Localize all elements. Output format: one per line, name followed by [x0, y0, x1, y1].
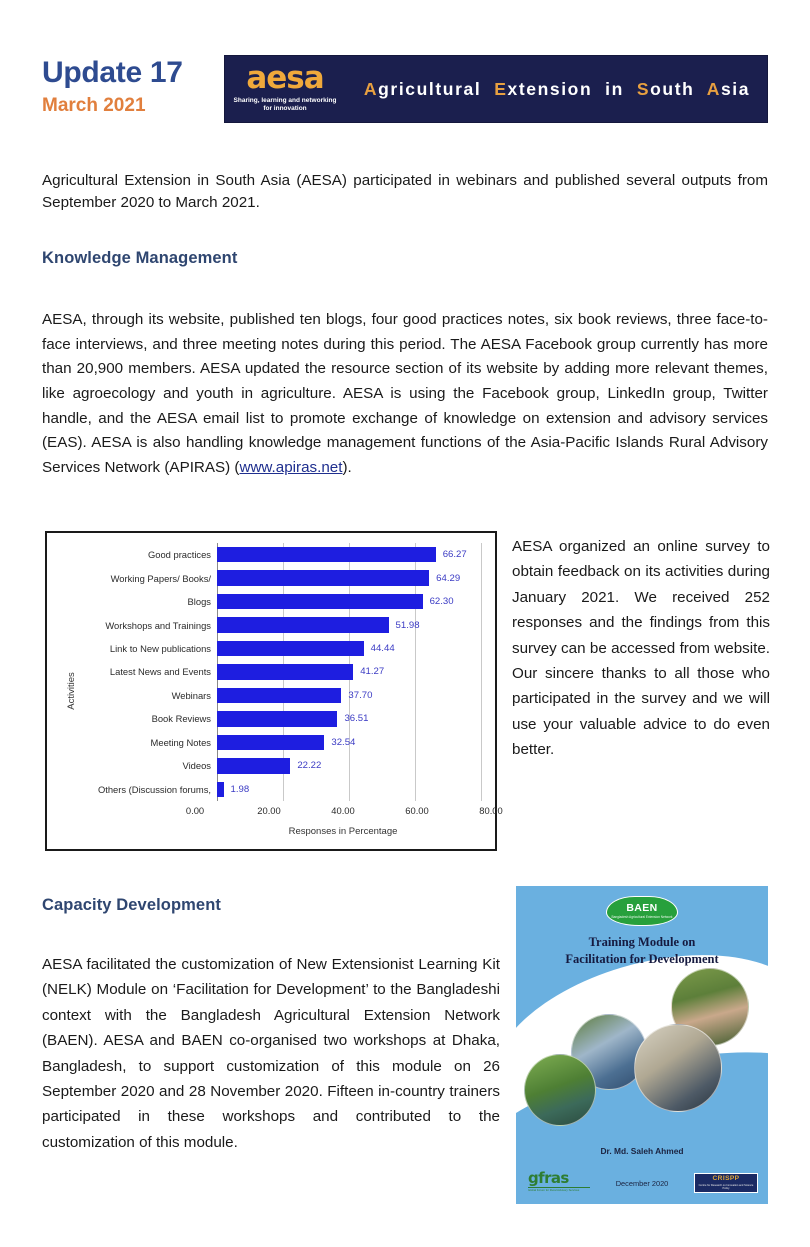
chart-category-label: Blogs [187, 596, 211, 608]
chart-bar-value: 66.27 [442, 549, 467, 561]
chart-bar-row [217, 637, 481, 660]
chart-category-row [69, 684, 217, 707]
chart-category-label: Workshops and Trainings [105, 619, 211, 631]
chart-category-labels [69, 543, 217, 801]
baen-logo [606, 896, 678, 926]
chart-category-label: Meeting Notes [150, 736, 211, 748]
masthead [42, 55, 768, 141]
chart-category-row [69, 754, 217, 777]
heading-capacity-development: Capacity Development [42, 896, 221, 914]
book-cover-footer [516, 1166, 768, 1196]
chart-bar [217, 547, 436, 562]
book-cover-title [516, 934, 768, 968]
apiras-link[interactable]: www.apiras.net [239, 458, 343, 476]
chart-bar-row [217, 731, 481, 754]
chart-bar [217, 782, 224, 797]
chart-x-tick: 60.00 [405, 805, 429, 816]
aesa-banner [224, 55, 768, 123]
chart-category-row [69, 613, 217, 636]
chart-bar-row [217, 778, 481, 801]
crispp-logo [694, 1173, 758, 1193]
chart-bar-row [217, 754, 481, 777]
heading-knowledge-management: Knowledge Management [42, 249, 238, 267]
chart-bar-value: 44.44 [370, 643, 395, 655]
chart-category-label: Book Reviews [151, 713, 211, 725]
crispp-logo-subtext: Centre for Research on Innovation and Science Policy [698, 1183, 754, 1191]
chart-bar-wrapper [217, 754, 481, 777]
km-body-text-part1: AESA, through its website, published ten blogs, four good practices notes, six book reviews, three face-to-face interviews, and three meeting notes during this period. The AESA Facebook group currently has more than 20,900 members. AESA updated the resource section of its website by adding more relevant themes, like agroecology and youth in agriculture. AESA is using the Facebook group, LinkedIn group, Twitter handle, and the AESA email list to promote exchange of knowledge on extension and advisory services (EAS). AESA is also handling knowledge management functions of the Asia-Pacific Islands Rural Advisory Services Network (APIRAS) ( [42, 311, 768, 476]
chart-bar [217, 758, 290, 773]
chart-plot-area [69, 543, 485, 801]
survey-paragraph: AESA organized an online survey to obtain feedback on its activities during January 2021. We received 252 responses and the findings from this survey can be accessed from website. Our sincere thanks to all those who participated in the survey and we will use your valuable advice to do even better. [512, 538, 770, 758]
intro-paragraph: Agricultural Extension in South Asia (AESA) participated in webinars and published several outputs from September 2020 to March 2021. [42, 172, 768, 212]
chart-category-row [69, 543, 217, 566]
book-cover-author: Dr. Md. Saleh Ahmed [600, 1146, 684, 1156]
chart-category-label: Working Papers/ Books/ [110, 572, 211, 584]
gfras-logo-text: gfras [528, 1169, 569, 1188]
chart-category-label: Webinars [171, 689, 211, 701]
chart-bar [217, 570, 429, 585]
chart-category-row [69, 660, 217, 683]
chart-inner [47, 533, 503, 849]
chart-bar-wrapper [217, 637, 481, 660]
chart-x-axis-ticks [185, 805, 503, 819]
gfras-logo-subtext: Global Forum for Rural Advisory Services [528, 1187, 590, 1192]
page-title: Update 17 [42, 56, 183, 89]
cover-photo-paddy-field [524, 1054, 596, 1126]
chart-bar-value: 36.51 [344, 713, 369, 725]
chart-category-row [69, 637, 217, 660]
chart-bar-row [217, 660, 481, 683]
chart-bar-row [217, 543, 481, 566]
chart-bar-value: 37.70 [348, 689, 373, 701]
baen-logo-subtext: Bangladesh Agricultural Extension Network [611, 915, 673, 920]
knowledge-management-body [42, 308, 768, 480]
chart-category-row [69, 707, 217, 730]
capacity-development-body: AESA facilitated the customization of New Extensionist Learning Kit (NELK) Module on ‘Facilitation for Development’ to the Bangladeshi context with the Bangladesh Agricultural Extension Network (BAEN). AESA and BAEN co-organised two workshops at Dhaka, Bangladesh, to support customization of this module on 26 September 2020 and 28 November 2020. Fifteen in-country trainers participated in these workshops and contributed to the customization of this module. [42, 956, 500, 1151]
chart-category-label: Latest News and Events [109, 666, 211, 678]
chart-x-tick: 80.00 [479, 805, 503, 816]
chart-bar [217, 711, 337, 726]
chart-bar-row [217, 566, 481, 589]
chart-bar-wrapper [217, 707, 481, 730]
chart-bar [217, 688, 341, 703]
chart-bar-value: 41.27 [360, 666, 385, 678]
chart-gridline [481, 543, 482, 801]
chart-bar-wrapper [217, 684, 481, 707]
chart-bar-wrapper [217, 613, 481, 636]
chart-category-label: Videos [182, 760, 211, 772]
chart-x-tick: 40.00 [331, 805, 355, 816]
chart-bars [217, 543, 481, 801]
book-cover-date: December 2020 [615, 1179, 669, 1188]
cover-photo-training-session [634, 1024, 722, 1112]
book-cover-title-line2: Facilitation for Development [565, 951, 719, 966]
chart-bar-value: 22.22 [297, 760, 322, 772]
chart-x-axis-label: Responses in Percentage [288, 826, 398, 837]
issue-date: March 2021 [42, 94, 146, 116]
survey-bar-chart [45, 531, 503, 851]
masthead-titles [42, 55, 224, 115]
chart-bar-row [217, 590, 481, 613]
chart-bar-wrapper [217, 543, 481, 566]
chart-category-row [69, 590, 217, 613]
chart-category-row [69, 566, 217, 589]
chart-bar-value: 1.98 [230, 783, 250, 795]
chart-category-row [69, 778, 217, 801]
chart-bar [217, 664, 353, 679]
book-cover-title-line1: Training Module on [588, 935, 696, 949]
chart-bar-row [217, 613, 481, 636]
chart-category-label: Others (Discussion forums, [97, 783, 211, 795]
chart-bar-row [217, 707, 481, 730]
chart-bar [217, 641, 364, 656]
chart-bar [217, 617, 389, 632]
chart-bar-wrapper [217, 566, 481, 589]
chart-bar [217, 594, 423, 609]
chart-bar-wrapper [217, 731, 481, 754]
chart-bar [217, 735, 324, 750]
chart-bar-wrapper [217, 590, 481, 613]
chart-bar-wrapper [217, 660, 481, 683]
banner-title-container [345, 56, 767, 122]
chart-category-label: Good practices [147, 549, 211, 561]
chart-bar-value: 32.54 [331, 736, 356, 748]
aesa-logo-wordmark: aesa [246, 60, 324, 97]
chart-bar-row [217, 684, 481, 707]
book-cover-image [516, 886, 768, 1204]
chart-category-row [69, 731, 217, 754]
banner-title: Agricultural Extension in South Asia [363, 78, 751, 99]
aesa-logo-tagline: Sharing, learning and networking for innovation [233, 96, 337, 112]
baen-logo-text: BAEN [626, 901, 658, 914]
chart-y-axis-label: Activities [66, 672, 78, 710]
chart-bar-value: 64.29 [436, 572, 461, 584]
chart-category-label: Link to New publications [109, 643, 211, 655]
km-body-text-part2: ). [342, 458, 352, 476]
chart-bar-value: 51.98 [395, 619, 420, 631]
crispp-logo-text: CRISPP [712, 1174, 740, 1182]
chart-bar-wrapper [217, 778, 481, 801]
chart-x-tick: 0.00 [185, 805, 205, 816]
chart-x-tick: 20.00 [257, 805, 281, 816]
aesa-logo [225, 56, 345, 122]
chart-bar-value: 62.30 [429, 596, 454, 608]
